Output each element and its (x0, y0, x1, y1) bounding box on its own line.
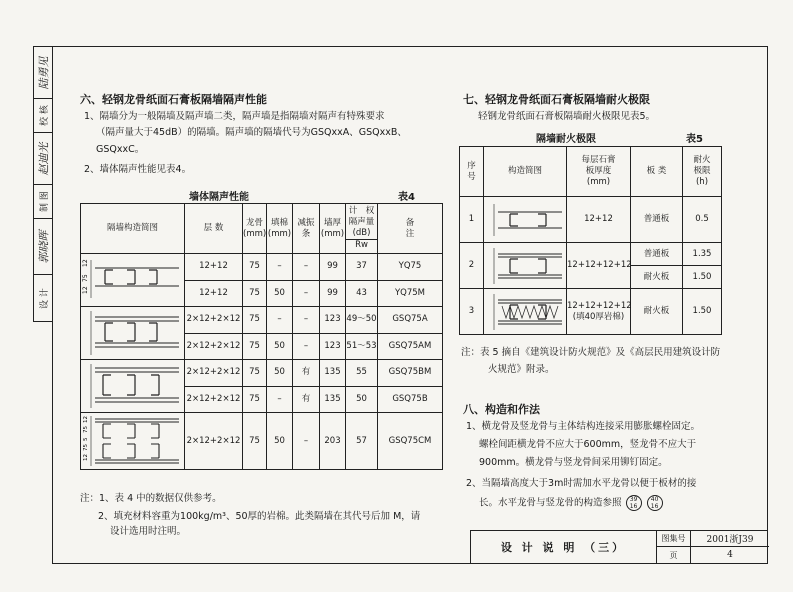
table-row (460, 243, 722, 266)
wall-section-sketch (81, 307, 185, 359)
t4-r1-keel: 75 (243, 254, 267, 281)
t4-r4-layers: 2×12+2×12 (185, 333, 243, 360)
t4-sketch-2 (81, 307, 185, 360)
t4-r3-thick: 123 (320, 307, 346, 334)
t4-h-keel (243, 204, 267, 254)
t5-sketch-1 (484, 197, 567, 243)
strip-label-design (34, 275, 52, 322)
s7-note-line1: 注：表 5 摘自《建筑设计防火规范》及《高层民用建筑设计防 (461, 347, 721, 358)
strip-sig-check-text: 赵迪光 (37, 142, 50, 175)
t5-r2-type: 普通板 (631, 243, 683, 266)
strip-label-draw-text: 制 图 (39, 191, 50, 212)
t4-r4-keel: 75 (243, 333, 267, 360)
t4-h-damp-text2: 条 (301, 228, 311, 239)
atlas-number-label: 图集号 (657, 531, 691, 547)
s8-c2-line1: 2、当隔墙高度大于3m时需加水平龙骨以便于板材的接 (466, 478, 697, 489)
t5-h-fr2: 极限 (693, 166, 711, 176)
strip-label-check-text: 校 核 (39, 105, 50, 126)
table-row (81, 254, 443, 281)
detail-ref-1[interactable] (626, 495, 642, 511)
t5-h-type: 板 类 (631, 147, 683, 197)
s8-c1-line1: 1、横龙骨及竖龙骨与主体结构连接采用膨胀螺栓固定。 (466, 421, 701, 432)
section-6-heading: 六、轻钢龙骨纸面石膏板隔墙隔声性能 (80, 93, 267, 106)
t4-r4-rw: 51～53 (346, 333, 378, 360)
t4-r6-rw: 50 (346, 386, 378, 413)
table-row (81, 307, 443, 334)
t4-r3-layers: 2×12+2×12 (185, 307, 243, 334)
t4-h-rw-top: 计 权 (348, 206, 375, 216)
t4-r2-layers: 12+12 (185, 280, 243, 307)
t4-r4-note: GSQ75AM (378, 333, 443, 360)
t5-r4-fr: 1.50 (683, 289, 722, 335)
strip-label-check (34, 99, 52, 133)
t4-h-rw-label: Rw (346, 239, 377, 251)
t4-r6-thick: 135 (320, 386, 346, 413)
t4-r7-layers: 2×12+2×12 (185, 413, 243, 470)
dim-text: 75 (83, 426, 89, 433)
s6-p1-line1: 1、隔墙分为一般隔墙及隔声墙二类，隔声墙是指隔墙对隔声有特殊要求 (84, 111, 385, 122)
t4-r2-fill: 50 (267, 280, 293, 307)
t4-r5-note: GSQ75BM (378, 360, 443, 387)
s8-c1-line2: 螺栓间距横龙骨不应大于600mm，竖龙骨不应大于 (479, 439, 697, 450)
t5-h-seq (460, 147, 484, 197)
t4-r2-keel: 75 (243, 280, 267, 307)
strip-sig-draw (34, 219, 52, 275)
t4-r6-layers: 2×12+2×12 (185, 386, 243, 413)
t5-sketch-3 (484, 289, 567, 335)
strip-sig-top-text: 陆勇见 (37, 56, 50, 89)
dim-text: 12 (83, 454, 89, 461)
t4-h-note-text: 备 (405, 217, 415, 228)
t5-r2-fr: 1.35 (683, 243, 722, 266)
title-block-name: 设 计 说 明 （三） (471, 531, 657, 563)
t4-r5-fill: 50 (267, 360, 293, 387)
t4-h-layers: 层 数 (185, 204, 243, 254)
t4-h-keel-unit: (mm) (243, 228, 267, 239)
t4-r3-damp: – (293, 307, 320, 334)
strip-sig-top (34, 47, 52, 99)
wall-section-sketch (81, 413, 185, 469)
table5-fire-resistance (459, 146, 722, 335)
t5-r4-thk2: (填40厚岩棉) (572, 311, 625, 322)
t4-h-rw-mid: 隔声量 (348, 217, 375, 227)
ref2-bottom: 16 (650, 503, 659, 510)
s6-p1-line3: GSQxxC。 (96, 144, 145, 155)
page-label: 页 (657, 547, 691, 563)
t5-h-seq1: 序 (467, 160, 476, 171)
wall-section-sketch (484, 290, 567, 334)
t4-sketch-4 (81, 413, 185, 470)
section-7-heading: 七、轻钢龙骨纸面石膏板隔墙耐火极限 (463, 93, 650, 106)
t4-r4-damp: – (293, 333, 320, 360)
table4-title: 墙体隔声性能 (189, 192, 249, 203)
t4-h-thick-text: 墙厚 (323, 217, 341, 228)
ref1-top: 39 (629, 496, 638, 503)
t4-r7-keel: 75 (243, 413, 267, 470)
t4-r4-fill: 50 (267, 333, 293, 360)
t5-r4-seq: 3 (460, 289, 484, 335)
t4-r5-layers: 2×12+2×12 (185, 360, 243, 387)
t5-r4-type: 耐火板 (631, 289, 683, 335)
t4-r1-fill: – (267, 254, 293, 281)
table4-header-row (81, 204, 443, 254)
t5-h-thk (567, 147, 631, 197)
strip-sig-draw-text: 郭晓晖 (37, 230, 50, 263)
t5-r2-thk: 12+12+12+12 (567, 243, 631, 289)
t4-h-rw (346, 204, 378, 254)
t5-r4-thk1: 12+12+12+12 (567, 300, 632, 311)
t4-r3-note: GSQ75A (378, 307, 443, 334)
t4-r1-damp: – (293, 254, 320, 281)
t4-r6-damp: 有 (293, 386, 320, 413)
title-block (470, 530, 768, 564)
t5-h-seq2: 号 (467, 171, 476, 182)
t4-h-keel-text: 龙骨 (245, 217, 263, 228)
t5-r1-seq: 1 (460, 197, 484, 243)
t4-r1-rw: 37 (346, 254, 378, 281)
dim-text: 12 (83, 416, 89, 423)
s6-note-line3: 设计选用时注明。 (110, 526, 187, 537)
table4-sound-insulation (80, 203, 443, 470)
t5-h-thk3: (mm) (586, 177, 611, 187)
t4-r5-thick: 135 (320, 360, 346, 387)
s6-p1-line2: （隔声量大于45dB）的隔墙。隔声墙的隔墙代号为GSQxxA、GSQxxB、 (96, 127, 407, 138)
t5-r4-thk (567, 289, 631, 335)
t5-h-thk2: 板厚度 (585, 166, 612, 176)
table-row (460, 197, 722, 243)
t4-h-note-text2: 注 (405, 228, 415, 239)
t4-r1-layers: 12+12 (185, 254, 243, 281)
t5-r1-fr: 0.5 (683, 197, 722, 243)
t4-r4-thick: 123 (320, 333, 346, 360)
table5-header-row (460, 147, 722, 197)
section-8-heading: 八、构造和作法 (463, 403, 540, 416)
t4-h-damp-text: 减振 (297, 217, 315, 228)
t4-sketch-1 (81, 254, 185, 307)
t5-sketch-2 (484, 243, 567, 289)
s6-note-line1: 注：1、表 4 中的数据仅供参考。 (80, 493, 222, 504)
t5-h-thk1: 每层石膏 (581, 155, 616, 165)
t4-h-fill (267, 204, 293, 254)
t4-sketch-3 (81, 360, 185, 413)
s7-note-line2: 火规范》附录。 (488, 364, 555, 375)
strip-label-design-text: 设 计 (39, 288, 50, 309)
t4-r5-keel: 75 (243, 360, 267, 387)
t4-r1-note: YQ75 (378, 254, 443, 281)
s6-note-line2: 2、填充材料容重为100kg/m³、50厚的岩棉。此类隔墙在其代号后加 M，请 (98, 511, 421, 522)
t4-h-damp (293, 204, 320, 254)
t4-r7-damp: – (293, 413, 320, 470)
t4-r2-note: YQ75M (378, 280, 443, 307)
t5-r1-thk: 12+12 (567, 197, 631, 243)
t4-r6-keel: 75 (243, 386, 267, 413)
t4-r2-damp: – (293, 280, 320, 307)
wall-section-sketch (484, 198, 567, 242)
dim-text: 75 (82, 274, 89, 282)
dim-text: 12 (82, 259, 89, 267)
t5-r1-type: 普通板 (631, 197, 683, 243)
t5-h-fr (683, 147, 722, 197)
s7-p1: 轻钢龙骨纸面石膏板隔墙耐火极限见表5。 (478, 111, 656, 122)
t5-h-sketch: 构造简图 (484, 147, 567, 197)
wall-section-sketch (81, 254, 185, 306)
dim-text: 75 (83, 444, 89, 451)
page-value: 4 (727, 550, 733, 560)
wall-section-sketch (484, 244, 567, 288)
strip-label-draw (34, 185, 52, 219)
s8-c2-line2-text: 长。水平龙骨与竖龙骨的构造参照 (479, 497, 622, 509)
t4-h-fill-text: 填棉 (270, 217, 288, 228)
t4-r7-note: GSQ75CM (378, 413, 443, 470)
detail-ref-2[interactable] (647, 495, 663, 511)
table-row (81, 360, 443, 387)
t4-r3-rw: 49～50 (346, 307, 378, 334)
t4-r7-thick: 203 (320, 413, 346, 470)
t4-r5-damp: 有 (293, 360, 320, 387)
atlas-number-value: 2001浙J39 (691, 531, 769, 547)
t5-r3-type: 耐火板 (631, 266, 683, 289)
t4-h-note (378, 204, 443, 254)
t4-r2-rw: 43 (346, 280, 378, 307)
s8-c1-line3: 900mm。横龙骨与竖龙骨间采用铆钉固定。 (479, 457, 668, 468)
t4-r1-thick: 99 (320, 254, 346, 281)
t4-r6-fill: – (267, 386, 293, 413)
table5-title: 隔墙耐火极限 (536, 134, 596, 145)
table5-number: 表5 (686, 134, 703, 145)
t5-r3-fr: 1.50 (683, 266, 722, 289)
ref1-bottom: 16 (629, 503, 638, 510)
s6-p2: 2、墙体隔声性能见表4。 (84, 164, 192, 175)
t4-h-thick-unit: (mm) (320, 228, 345, 239)
t4-r7-fill: 50 (267, 413, 293, 470)
t4-h-rw-unit: (dB) (352, 228, 371, 238)
t5-r2-seq: 2 (460, 243, 484, 289)
wall-section-sketch (81, 360, 185, 412)
t5-h-fr3: (h) (695, 177, 709, 187)
t4-r5-rw: 55 (346, 360, 378, 387)
table-row (81, 413, 443, 470)
ref2-top: 40 (650, 496, 659, 503)
table-row (460, 289, 722, 335)
strip-sig-check (34, 133, 52, 185)
t4-r2-thick: 99 (320, 280, 346, 307)
t4-r6-note: GSQ75B (378, 386, 443, 413)
t4-r3-keel: 75 (243, 307, 267, 334)
t5-h-fr1: 耐火 (693, 155, 711, 165)
dim-text: 12 (82, 286, 89, 294)
t4-h-fill-unit: (mm) (267, 228, 292, 239)
table4-number: 表4 (398, 192, 415, 203)
t4-h-sketch: 隔墙构造简图 (81, 204, 185, 254)
signature-strip (33, 46, 52, 322)
s8-c2-line2 (479, 495, 664, 511)
t4-r3-fill: – (267, 307, 293, 334)
t4-r7-rw: 57 (346, 413, 378, 470)
dim-text: 5 (83, 437, 89, 441)
t4-h-thick (320, 204, 346, 254)
